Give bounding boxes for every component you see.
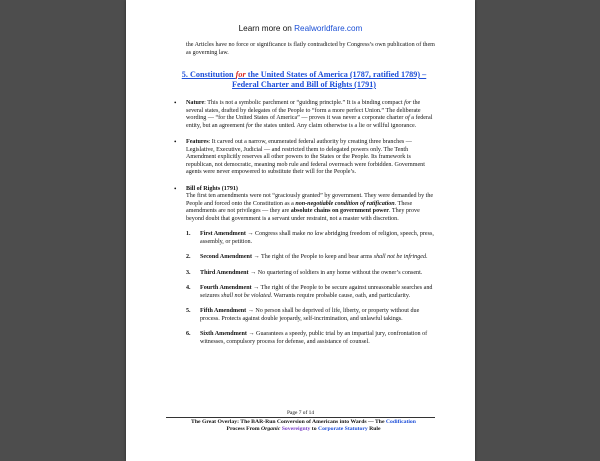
amendment-item — [186, 331, 436, 346]
bold-text: absolute chains on government power — [290, 208, 389, 214]
body-text: . They prove beyond doubt that government is a servant under restraint, not a master with discretion. — [186, 208, 420, 222]
heading-part: the United States of America (1787, ratified 1789) – Federal Charter and Bill of Rights (1791) — [231, 70, 427, 89]
italic-text: no law — [306, 231, 324, 237]
footer-italic: Organic — [261, 426, 281, 432]
promo-text: Learn more on — [238, 24, 295, 33]
body-text: : It carved out a narrow, enumerated federal authority by creating three branches — Legislative, Executive, Judicial — and restricted them to delegated powers only. The Tenth Amendment explicitly reserves all other powers to the States or the People. Its framework is republican, not democratic, meaning mob rule and federal overreach were forbidden. Government agents were never empowered to substitute their will for the People’s. — [186, 139, 425, 175]
amendment-name: Second Amendment — [200, 254, 252, 260]
bullet-label: Features — [186, 139, 209, 145]
page-number: Page 7 of 14 — [286, 410, 315, 416]
italic-text: of — [404, 115, 410, 121]
body-text: → No quartering of soldiers in any home without the owner’s consent. — [248, 269, 423, 276]
amendment-item — [186, 308, 436, 323]
bullet-dot: • — [174, 184, 177, 193]
promo-link[interactable]: Realworldfare.com — [294, 24, 363, 33]
body-text: The first ten amendments were not “graciously granted” by government. They were demanded by the People and forced onto the Constitution as a — [186, 193, 434, 207]
page-footer — [172, 419, 435, 433]
amendment-name: Fifth Amendment — [200, 308, 247, 314]
body-text: the states united. Any claim otherwise is a lie or willful ignorance. — [253, 122, 417, 129]
footer-text: The Great Overlay: The BAR-Run Conversion of Americans into Wards — The — [191, 419, 386, 425]
bullet-label: Bill of Rights (1791) — [186, 185, 238, 192]
footer-divider — [166, 417, 435, 418]
page-content — [172, 42, 436, 355]
heading-part: 5. Constitution — [181, 70, 236, 79]
item-number: 4. — [186, 285, 191, 291]
intro-paragraph — [186, 42, 436, 57]
footer-text: Process From — [226, 426, 262, 432]
features-bullet — [172, 139, 436, 177]
bullet-dot: • — [174, 99, 177, 107]
amendment-item — [186, 254, 436, 262]
footer-highlight: Sovereignty — [281, 426, 311, 432]
nature-bullet — [172, 100, 436, 130]
promo-banner — [126, 24, 475, 33]
body-text: . — [426, 254, 428, 260]
italic-text: shall not be infringed — [373, 254, 427, 260]
footer-highlight: Corporate Statutory — [317, 426, 368, 432]
body-text: a federal entity, but an agreement — [186, 115, 433, 129]
bold-text: non-negotiable condition of ratification — [295, 200, 395, 207]
item-number: 6. — [186, 331, 191, 337]
italic-text: for — [404, 100, 412, 106]
body-text: → No person shall be deprived of life, liberty, or property without due process. Protects against double jeopardy, self-incrimination, and unlawful takings. — [200, 308, 420, 322]
bullet-label: Nature — [186, 100, 205, 106]
body-text: : This is not a symbolic parchment or “guiding principle.” It is a binding compact — [204, 100, 405, 106]
body-text: → Guarantees a speedy, public trial by an impartial jury, confrontation of witnesses, compulsory process for defense, and assistance of counsel. — [200, 331, 428, 345]
item-number: 2. — [186, 254, 191, 260]
document-page — [126, 0, 475, 461]
amendment-name: Sixth Amendment — [200, 331, 247, 337]
bill-of-rights-bullet — [172, 186, 436, 347]
amendment-name: First Amendment — [200, 231, 246, 237]
bullet-dot: • — [174, 138, 177, 146]
italic-text: shall not be violated — [221, 292, 271, 299]
item-number: 3. — [186, 269, 191, 276]
amendment-name: Third Amendment — [200, 269, 249, 276]
amendment-list — [186, 231, 436, 346]
footer-text: to — [310, 426, 318, 432]
body-text: . These amendments are not privileges — they are — [186, 200, 413, 214]
amendment-item — [186, 270, 436, 278]
body-text: → The right of the People to be secure against unreasonable searches and seizures — [200, 285, 433, 299]
body-text: → The right of the People to keep and bear arms — [251, 254, 374, 260]
body-text: . Warrants require probable cause, oath, and particularity. — [270, 292, 411, 299]
footer-text: Rule — [367, 426, 381, 432]
body-text: the several states, drafted by delegates of the People to “form a more perfect Union.” The deliberate wording — “for the United States of America” — proves it was never a corporate charter — [186, 100, 421, 121]
footer-highlight: Codification — [385, 419, 416, 425]
amendment-name: Fourth Amendment — [200, 285, 252, 291]
heading-for: for — [235, 70, 246, 79]
section-heading — [172, 70, 436, 90]
amendment-item — [186, 231, 436, 246]
intro-text: the Articles have no force or significance is flatly contradicted by Congress’s own publication of them as governing law. — [186, 42, 435, 56]
body-text: abridging freedom of religion, speech, press, assembly, or petition. — [200, 231, 434, 245]
body-text: → Congress shall make — [245, 231, 307, 237]
item-number: 5. — [186, 308, 191, 314]
italic-text: for — [246, 122, 254, 129]
amendment-item — [186, 285, 436, 300]
item-number: 1. — [186, 231, 191, 237]
